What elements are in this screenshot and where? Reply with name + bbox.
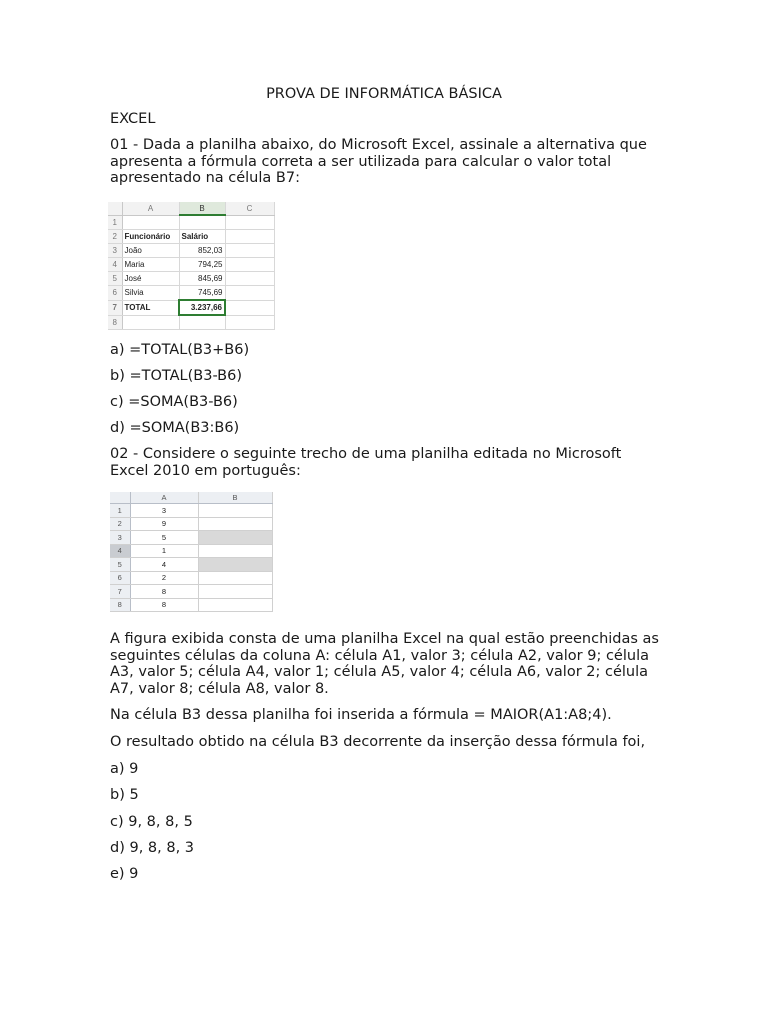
- cell-b7-active: 3.237,66: [179, 300, 225, 315]
- row-number: 6: [110, 571, 130, 585]
- q2-option-e: e) 9: [110, 866, 139, 882]
- q2-option-d: d) 9, 8, 8, 3: [110, 840, 195, 856]
- table-row: [110, 517, 272, 531]
- cell-a: 4: [130, 558, 198, 572]
- row-number: 8: [110, 598, 130, 612]
- cell-b: [179, 315, 225, 330]
- table-row: [108, 244, 274, 258]
- cell-b: [198, 504, 272, 518]
- cell-c: [225, 315, 274, 330]
- cell-a: 9: [130, 517, 198, 531]
- cell-a: 2: [130, 571, 198, 585]
- cell-a: 3: [130, 504, 198, 518]
- cell-b: 845,69: [179, 272, 225, 286]
- cell-c: [225, 258, 274, 272]
- cell-b5: [198, 558, 272, 572]
- table-row: [108, 272, 274, 286]
- document-title: PROVA DE INFORMÁTICA BÁSICA: [266, 86, 502, 102]
- cell-a: 5: [130, 531, 198, 545]
- cell-b: 794,25: [179, 258, 225, 272]
- cell-b3: [198, 531, 272, 545]
- table-row: [110, 598, 272, 612]
- q2-option-a: a) 9: [110, 761, 139, 777]
- table-row: [108, 215, 274, 230]
- cell-c: [225, 286, 274, 301]
- q1-option-b: b) =TOTAL(B3-B6): [110, 368, 242, 384]
- cell-a: 8: [130, 585, 198, 599]
- table-row: [110, 531, 272, 545]
- cell-a: [122, 315, 179, 330]
- cell-b: [198, 544, 272, 558]
- cell-a: TOTAL: [122, 300, 179, 315]
- question-2-paragraph-2: Na célula B3 dessa planilha foi inserida a fórmula = MAIOR(A1:A8;4).: [110, 707, 612, 723]
- row-number: 5: [108, 272, 122, 286]
- q2-option-c: c) 9, 8, 8, 5: [110, 814, 193, 830]
- table-row: [108, 300, 274, 315]
- corner-cell: [108, 202, 122, 215]
- row-number: 7: [110, 585, 130, 599]
- cell-a: João: [122, 244, 179, 258]
- cell-c: [225, 300, 274, 315]
- table-row: [110, 571, 272, 585]
- cell-a: José: [122, 272, 179, 286]
- table-row: [110, 544, 272, 558]
- row-number: 1: [110, 504, 130, 518]
- row-number: 7: [108, 300, 122, 315]
- table-row: [108, 258, 274, 272]
- q1-option-d: d) =SOMA(B3:B6): [110, 420, 240, 436]
- question-2-text: 02 - Considere o seguinte trecho de uma planilha editada no Microsoft Excel 2010 em português:: [110, 446, 622, 479]
- cell-b: [198, 598, 272, 612]
- col-header-a: A: [122, 202, 179, 215]
- row-number: 6: [108, 286, 122, 301]
- col-header-b: B: [198, 492, 272, 504]
- table-row: [108, 230, 274, 244]
- cell-c: [225, 244, 274, 258]
- q1-option-a: a) =TOTAL(B3+B6): [110, 342, 250, 358]
- table-row: [110, 558, 272, 572]
- spreadsheet-1: [108, 202, 274, 327]
- corner-cell: [110, 492, 130, 504]
- row-number: 2: [108, 230, 122, 244]
- cell-a: 8: [130, 598, 198, 612]
- cell-b: [198, 585, 272, 599]
- cell-c: [225, 215, 274, 230]
- q1-option-c: c) =SOMA(B3-B6): [110, 394, 238, 410]
- cell-b: 745,69: [179, 286, 225, 301]
- row-number: 4: [110, 544, 130, 558]
- cell-a: Funcionário: [122, 230, 179, 244]
- section-heading: EXCEL: [110, 111, 156, 127]
- question-1-text: 01 - Dada a planilha abaixo, do Microsoft Excel, assinale a alternativa que apresenta a fórmula correta a ser utilizada para calcular o valor total apresentado na célula B7:: [110, 137, 647, 186]
- spreadsheet-2: [110, 492, 272, 620]
- row-number: 8: [108, 315, 122, 330]
- row-number: 3: [110, 531, 130, 545]
- cell-a: Silvia: [122, 286, 179, 301]
- row-number: 3: [108, 244, 122, 258]
- col-header-b: B: [179, 202, 225, 215]
- cell-b: [198, 517, 272, 531]
- row-number: 4: [108, 258, 122, 272]
- cell-a: Maria: [122, 258, 179, 272]
- row-number: 5: [110, 558, 130, 572]
- cell-b: Salário: [179, 230, 225, 244]
- table-row: [108, 286, 274, 301]
- cell-b: 852,03: [179, 244, 225, 258]
- q2-option-b: b) 5: [110, 787, 139, 803]
- cell-c: [225, 230, 274, 244]
- col-header-c: C: [225, 202, 274, 215]
- cell-a: 1: [130, 544, 198, 558]
- cell-b: [198, 571, 272, 585]
- row-number: 1: [108, 215, 122, 230]
- cell-a: [122, 215, 179, 230]
- cell-b: [179, 215, 225, 230]
- cell-c: [225, 272, 274, 286]
- question-2-paragraph-3: O resultado obtido na célula B3 decorrente da inserção dessa fórmula foi,: [110, 734, 646, 750]
- question-2-paragraph-1: A figura exibida consta de uma planilha Excel na qual estão preenchidas as seguintes células da coluna A: célula A1, valor 3; célula A2, valor 9; célula A3, valor 5; célula A4, valor 1; célula A5, valor 4; célula A6, valor 2; célula A7, valor 8; célula A8, valor 8.: [110, 631, 659, 697]
- table-row: [110, 504, 272, 518]
- row-number: 2: [110, 517, 130, 531]
- table-row: [110, 585, 272, 599]
- col-header-a: A: [130, 492, 198, 504]
- table-row: [108, 315, 274, 330]
